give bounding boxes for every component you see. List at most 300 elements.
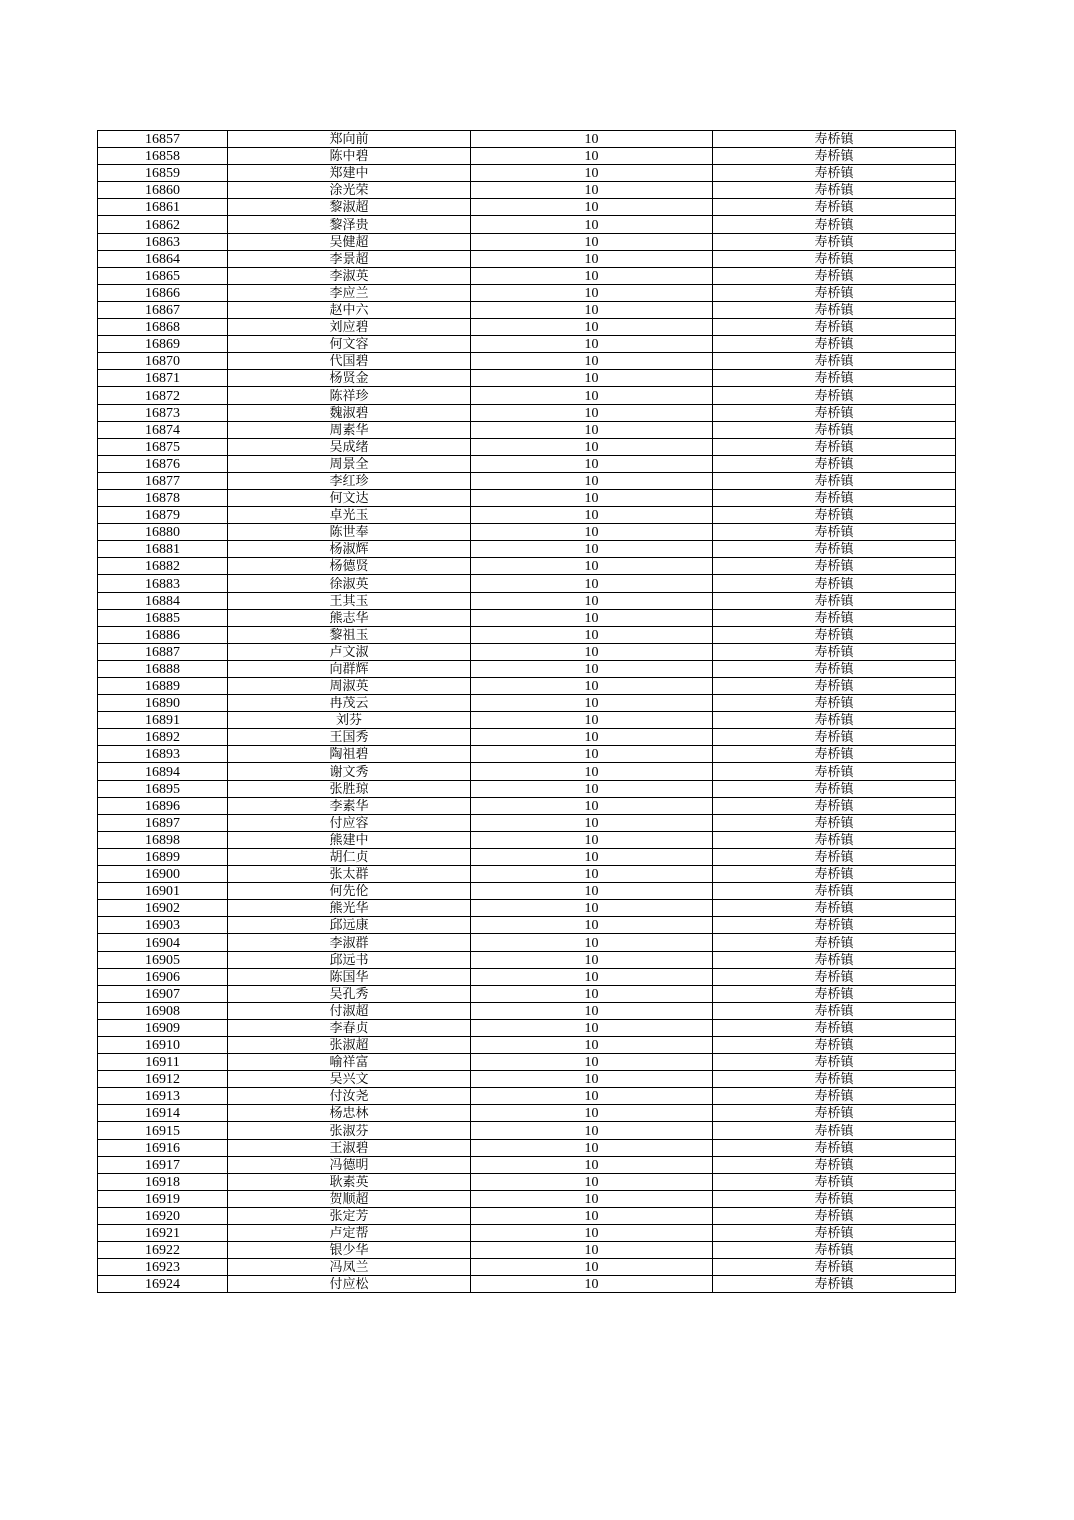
name-cell: 贺顺超 xyxy=(228,1190,471,1207)
name-cell: 郑建中 xyxy=(228,165,471,182)
name-cell: 熊志华 xyxy=(228,609,471,626)
town-cell: 寿桥镇 xyxy=(713,455,956,472)
town-cell: 寿桥镇 xyxy=(713,404,956,421)
name-cell: 黎祖玉 xyxy=(228,626,471,643)
table-row xyxy=(98,319,956,336)
amount-cell: 10 xyxy=(471,165,713,182)
amount-cell: 10 xyxy=(471,900,713,917)
name-cell: 代国碧 xyxy=(228,353,471,370)
name-cell: 冉茂云 xyxy=(228,695,471,712)
town-cell: 寿桥镇 xyxy=(713,917,956,934)
table-row xyxy=(98,592,956,609)
row-number-cell: 16923 xyxy=(98,1259,228,1276)
table-row xyxy=(98,404,956,421)
town-cell: 寿桥镇 xyxy=(713,1259,956,1276)
table-row xyxy=(98,1242,956,1259)
row-number-cell: 16870 xyxy=(98,353,228,370)
town-cell: 寿桥镇 xyxy=(713,558,956,575)
row-number-cell: 16912 xyxy=(98,1071,228,1088)
name-cell: 黎泽贵 xyxy=(228,216,471,233)
table-row xyxy=(98,336,956,353)
row-number-cell: 16881 xyxy=(98,541,228,558)
table-row xyxy=(98,1207,956,1224)
row-number-cell: 16876 xyxy=(98,455,228,472)
town-cell: 寿桥镇 xyxy=(713,951,956,968)
table-row xyxy=(98,131,956,148)
amount-cell: 10 xyxy=(471,199,713,216)
town-cell: 寿桥镇 xyxy=(713,814,956,831)
row-number-cell: 16903 xyxy=(98,917,228,934)
town-cell: 寿桥镇 xyxy=(713,301,956,318)
row-number-cell: 16909 xyxy=(98,1019,228,1036)
table-row xyxy=(98,233,956,250)
row-number-cell: 16864 xyxy=(98,250,228,267)
town-cell: 寿桥镇 xyxy=(713,507,956,524)
name-cell: 周素华 xyxy=(228,421,471,438)
table-row xyxy=(98,284,956,301)
amount-cell: 10 xyxy=(471,148,713,165)
amount-cell: 10 xyxy=(471,507,713,524)
table-row xyxy=(98,1173,956,1190)
name-cell: 银少华 xyxy=(228,1242,471,1259)
name-cell: 耿素英 xyxy=(228,1173,471,1190)
table-row xyxy=(98,866,956,883)
amount-cell: 10 xyxy=(471,729,713,746)
name-cell: 卢文淑 xyxy=(228,643,471,660)
amount-cell: 10 xyxy=(471,1173,713,1190)
table-row xyxy=(98,1002,956,1019)
name-cell: 周景全 xyxy=(228,455,471,472)
amount-cell: 10 xyxy=(471,131,713,148)
table-row xyxy=(98,695,956,712)
name-cell: 周淑英 xyxy=(228,678,471,695)
table-row xyxy=(98,575,956,592)
row-number-cell: 16890 xyxy=(98,695,228,712)
town-cell: 寿桥镇 xyxy=(713,233,956,250)
town-cell: 寿桥镇 xyxy=(713,421,956,438)
town-cell: 寿桥镇 xyxy=(713,472,956,489)
amount-cell: 10 xyxy=(471,780,713,797)
town-cell: 寿桥镇 xyxy=(713,985,956,1002)
name-cell: 邱远康 xyxy=(228,917,471,934)
name-cell: 陈世奉 xyxy=(228,524,471,541)
town-cell: 寿桥镇 xyxy=(713,148,956,165)
row-number-cell: 16888 xyxy=(98,660,228,677)
name-cell: 王其玉 xyxy=(228,592,471,609)
name-cell: 张胜琼 xyxy=(228,780,471,797)
row-number-cell: 16862 xyxy=(98,216,228,233)
table-row xyxy=(98,626,956,643)
table-row xyxy=(98,507,956,524)
town-cell: 寿桥镇 xyxy=(713,336,956,353)
town-cell: 寿桥镇 xyxy=(713,780,956,797)
amount-cell: 10 xyxy=(471,370,713,387)
table-row xyxy=(98,267,956,284)
amount-cell: 10 xyxy=(471,1190,713,1207)
name-cell: 李景超 xyxy=(228,250,471,267)
name-cell: 李春贞 xyxy=(228,1019,471,1036)
table-row xyxy=(98,883,956,900)
row-number-cell: 16904 xyxy=(98,934,228,951)
table-row xyxy=(98,814,956,831)
name-cell: 张太群 xyxy=(228,866,471,883)
row-number-cell: 16877 xyxy=(98,472,228,489)
row-number-cell: 16857 xyxy=(98,131,228,148)
town-cell: 寿桥镇 xyxy=(713,387,956,404)
row-number-cell: 16920 xyxy=(98,1207,228,1224)
town-cell: 寿桥镇 xyxy=(713,695,956,712)
town-cell: 寿桥镇 xyxy=(713,267,956,284)
town-cell: 寿桥镇 xyxy=(713,1019,956,1036)
name-cell: 郑向前 xyxy=(228,131,471,148)
data-table xyxy=(97,130,956,1293)
table-row xyxy=(98,1036,956,1053)
row-number-cell: 16861 xyxy=(98,199,228,216)
row-number-cell: 16900 xyxy=(98,866,228,883)
row-number-cell: 16915 xyxy=(98,1122,228,1139)
amount-cell: 10 xyxy=(471,934,713,951)
name-cell: 陈祥珍 xyxy=(228,387,471,404)
row-number-cell: 16913 xyxy=(98,1088,228,1105)
amount-cell: 10 xyxy=(471,1122,713,1139)
row-number-cell: 16868 xyxy=(98,319,228,336)
table-row xyxy=(98,148,956,165)
name-cell: 吴健超 xyxy=(228,233,471,250)
name-cell: 李素华 xyxy=(228,797,471,814)
row-number-cell: 16907 xyxy=(98,985,228,1002)
row-number-cell: 16910 xyxy=(98,1036,228,1053)
town-cell: 寿桥镇 xyxy=(713,182,956,199)
town-cell: 寿桥镇 xyxy=(713,831,956,848)
name-cell: 何文容 xyxy=(228,336,471,353)
name-cell: 吴孔秀 xyxy=(228,985,471,1002)
town-cell: 寿桥镇 xyxy=(713,541,956,558)
name-cell: 胡仁贞 xyxy=(228,848,471,865)
amount-cell: 10 xyxy=(471,797,713,814)
amount-cell: 10 xyxy=(471,233,713,250)
table-row xyxy=(98,541,956,558)
table-row xyxy=(98,678,956,695)
row-number-cell: 16914 xyxy=(98,1105,228,1122)
table-row xyxy=(98,387,956,404)
town-cell: 寿桥镇 xyxy=(713,370,956,387)
amount-cell: 10 xyxy=(471,284,713,301)
table-row xyxy=(98,165,956,182)
amount-cell: 10 xyxy=(471,301,713,318)
amount-cell: 10 xyxy=(471,1088,713,1105)
row-number-cell: 16918 xyxy=(98,1173,228,1190)
amount-cell: 10 xyxy=(471,1207,713,1224)
amount-cell: 10 xyxy=(471,643,713,660)
name-cell: 李淑英 xyxy=(228,267,471,284)
table-row xyxy=(98,609,956,626)
name-cell: 陶祖碧 xyxy=(228,746,471,763)
town-cell: 寿桥镇 xyxy=(713,1071,956,1088)
town-cell: 寿桥镇 xyxy=(713,968,956,985)
row-number-cell: 16908 xyxy=(98,1002,228,1019)
row-number-cell: 16901 xyxy=(98,883,228,900)
table-row xyxy=(98,900,956,917)
table-row xyxy=(98,1019,956,1036)
amount-cell: 10 xyxy=(471,404,713,421)
table-row xyxy=(98,968,956,985)
town-cell: 寿桥镇 xyxy=(713,763,956,780)
table-row xyxy=(98,182,956,199)
amount-cell: 10 xyxy=(471,814,713,831)
amount-cell: 10 xyxy=(471,1139,713,1156)
table-row xyxy=(98,1259,956,1276)
town-cell: 寿桥镇 xyxy=(713,643,956,660)
amount-cell: 10 xyxy=(471,524,713,541)
table-row xyxy=(98,780,956,797)
table-row xyxy=(98,848,956,865)
town-cell: 寿桥镇 xyxy=(713,1088,956,1105)
row-number-cell: 16859 xyxy=(98,165,228,182)
town-cell: 寿桥镇 xyxy=(713,1173,956,1190)
row-number-cell: 16867 xyxy=(98,301,228,318)
table-row xyxy=(98,712,956,729)
town-cell: 寿桥镇 xyxy=(713,746,956,763)
name-cell: 吴成绪 xyxy=(228,438,471,455)
amount-cell: 10 xyxy=(471,883,713,900)
amount-cell: 10 xyxy=(471,182,713,199)
amount-cell: 10 xyxy=(471,848,713,865)
row-number-cell: 16871 xyxy=(98,370,228,387)
town-cell: 寿桥镇 xyxy=(713,489,956,506)
table-row xyxy=(98,1276,956,1293)
table-row xyxy=(98,524,956,541)
town-cell: 寿桥镇 xyxy=(713,165,956,182)
name-cell: 李应兰 xyxy=(228,284,471,301)
row-number-cell: 16906 xyxy=(98,968,228,985)
name-cell: 付汝尧 xyxy=(228,1088,471,1105)
name-cell: 谢文秀 xyxy=(228,763,471,780)
row-number-cell: 16891 xyxy=(98,712,228,729)
amount-cell: 10 xyxy=(471,541,713,558)
amount-cell: 10 xyxy=(471,660,713,677)
row-number-cell: 16897 xyxy=(98,814,228,831)
row-number-cell: 16884 xyxy=(98,592,228,609)
table-row xyxy=(98,831,956,848)
name-cell: 熊建中 xyxy=(228,831,471,848)
row-number-cell: 16924 xyxy=(98,1276,228,1293)
amount-cell: 10 xyxy=(471,421,713,438)
amount-cell: 10 xyxy=(471,336,713,353)
row-number-cell: 16902 xyxy=(98,900,228,917)
town-cell: 寿桥镇 xyxy=(713,319,956,336)
town-cell: 寿桥镇 xyxy=(713,883,956,900)
table-row xyxy=(98,1225,956,1242)
table-row xyxy=(98,934,956,951)
name-cell: 张定芳 xyxy=(228,1207,471,1224)
amount-cell: 10 xyxy=(471,1259,713,1276)
name-cell: 涂光荣 xyxy=(228,182,471,199)
name-cell: 王国秀 xyxy=(228,729,471,746)
row-number-cell: 16873 xyxy=(98,404,228,421)
amount-cell: 10 xyxy=(471,1036,713,1053)
town-cell: 寿桥镇 xyxy=(713,1190,956,1207)
name-cell: 卓光玉 xyxy=(228,507,471,524)
amount-cell: 10 xyxy=(471,866,713,883)
row-number-cell: 16858 xyxy=(98,148,228,165)
amount-cell: 10 xyxy=(471,558,713,575)
name-cell: 喻祥富 xyxy=(228,1054,471,1071)
name-cell: 付应容 xyxy=(228,814,471,831)
table-row xyxy=(98,643,956,660)
row-number-cell: 16898 xyxy=(98,831,228,848)
row-number-cell: 16866 xyxy=(98,284,228,301)
amount-cell: 10 xyxy=(471,489,713,506)
table-row xyxy=(98,797,956,814)
name-cell: 张淑芬 xyxy=(228,1122,471,1139)
town-cell: 寿桥镇 xyxy=(713,1122,956,1139)
row-number-cell: 16872 xyxy=(98,387,228,404)
table-body xyxy=(98,131,956,1293)
amount-cell: 10 xyxy=(471,250,713,267)
town-cell: 寿桥镇 xyxy=(713,1139,956,1156)
amount-cell: 10 xyxy=(471,678,713,695)
town-cell: 寿桥镇 xyxy=(713,1054,956,1071)
row-number-cell: 16875 xyxy=(98,438,228,455)
name-cell: 李红珍 xyxy=(228,472,471,489)
row-number-cell: 16911 xyxy=(98,1054,228,1071)
town-cell: 寿桥镇 xyxy=(713,1242,956,1259)
table-row xyxy=(98,216,956,233)
amount-cell: 10 xyxy=(471,626,713,643)
amount-cell: 10 xyxy=(471,267,713,284)
town-cell: 寿桥镇 xyxy=(713,934,956,951)
name-cell: 刘应碧 xyxy=(228,319,471,336)
name-cell: 卢定帮 xyxy=(228,1225,471,1242)
name-cell: 王淑碧 xyxy=(228,1139,471,1156)
name-cell: 邱远书 xyxy=(228,951,471,968)
town-cell: 寿桥镇 xyxy=(713,866,956,883)
table-row xyxy=(98,370,956,387)
table-row xyxy=(98,985,956,1002)
table-row xyxy=(98,763,956,780)
table-row xyxy=(98,489,956,506)
amount-cell: 10 xyxy=(471,763,713,780)
name-cell: 李淑群 xyxy=(228,934,471,951)
town-cell: 寿桥镇 xyxy=(713,592,956,609)
town-cell: 寿桥镇 xyxy=(713,678,956,695)
name-cell: 陈中碧 xyxy=(228,148,471,165)
amount-cell: 10 xyxy=(471,968,713,985)
name-cell: 黎淑超 xyxy=(228,199,471,216)
town-cell: 寿桥镇 xyxy=(713,900,956,917)
town-cell: 寿桥镇 xyxy=(713,438,956,455)
amount-cell: 10 xyxy=(471,353,713,370)
name-cell: 徐淑英 xyxy=(228,575,471,592)
amount-cell: 10 xyxy=(471,319,713,336)
table-row xyxy=(98,746,956,763)
town-cell: 寿桥镇 xyxy=(713,131,956,148)
row-number-cell: 16874 xyxy=(98,421,228,438)
table-row xyxy=(98,199,956,216)
town-cell: 寿桥镇 xyxy=(713,1156,956,1173)
town-cell: 寿桥镇 xyxy=(713,1036,956,1053)
amount-cell: 10 xyxy=(471,592,713,609)
table-row xyxy=(98,353,956,370)
row-number-cell: 16879 xyxy=(98,507,228,524)
row-number-cell: 16886 xyxy=(98,626,228,643)
town-cell: 寿桥镇 xyxy=(713,729,956,746)
amount-cell: 10 xyxy=(471,985,713,1002)
town-cell: 寿桥镇 xyxy=(713,524,956,541)
table-row xyxy=(98,917,956,934)
amount-cell: 10 xyxy=(471,746,713,763)
table-row xyxy=(98,1105,956,1122)
row-number-cell: 16860 xyxy=(98,182,228,199)
town-cell: 寿桥镇 xyxy=(713,250,956,267)
row-number-cell: 16893 xyxy=(98,746,228,763)
table-row xyxy=(98,1054,956,1071)
row-number-cell: 16905 xyxy=(98,951,228,968)
amount-cell: 10 xyxy=(471,1019,713,1036)
town-cell: 寿桥镇 xyxy=(713,1207,956,1224)
table-row xyxy=(98,660,956,677)
table-row xyxy=(98,1071,956,1088)
name-cell: 付应松 xyxy=(228,1276,471,1293)
town-cell: 寿桥镇 xyxy=(713,797,956,814)
name-cell: 冯凤兰 xyxy=(228,1259,471,1276)
name-cell: 付淑超 xyxy=(228,1002,471,1019)
town-cell: 寿桥镇 xyxy=(713,575,956,592)
name-cell: 赵中六 xyxy=(228,301,471,318)
row-number-cell: 16878 xyxy=(98,489,228,506)
town-cell: 寿桥镇 xyxy=(713,1225,956,1242)
row-number-cell: 16921 xyxy=(98,1225,228,1242)
table-row xyxy=(98,951,956,968)
name-cell: 张淑超 xyxy=(228,1036,471,1053)
amount-cell: 10 xyxy=(471,1054,713,1071)
town-cell: 寿桥镇 xyxy=(713,626,956,643)
table-row xyxy=(98,1122,956,1139)
row-number-cell: 16892 xyxy=(98,729,228,746)
name-cell: 杨淑辉 xyxy=(228,541,471,558)
amount-cell: 10 xyxy=(471,1242,713,1259)
town-cell: 寿桥镇 xyxy=(713,216,956,233)
table-row xyxy=(98,1088,956,1105)
town-cell: 寿桥镇 xyxy=(713,1002,956,1019)
name-cell: 杨忠林 xyxy=(228,1105,471,1122)
table-row xyxy=(98,438,956,455)
row-number-cell: 16883 xyxy=(98,575,228,592)
town-cell: 寿桥镇 xyxy=(713,284,956,301)
name-cell: 熊光华 xyxy=(228,900,471,917)
town-cell: 寿桥镇 xyxy=(713,660,956,677)
amount-cell: 10 xyxy=(471,1156,713,1173)
table-row xyxy=(98,455,956,472)
amount-cell: 10 xyxy=(471,575,713,592)
town-cell: 寿桥镇 xyxy=(713,609,956,626)
row-number-cell: 16896 xyxy=(98,797,228,814)
table-row xyxy=(98,472,956,489)
name-cell: 魏淑碧 xyxy=(228,404,471,421)
amount-cell: 10 xyxy=(471,438,713,455)
town-cell: 寿桥镇 xyxy=(713,353,956,370)
amount-cell: 10 xyxy=(471,917,713,934)
amount-cell: 10 xyxy=(471,1071,713,1088)
amount-cell: 10 xyxy=(471,1002,713,1019)
row-number-cell: 16919 xyxy=(98,1190,228,1207)
name-cell: 杨贤金 xyxy=(228,370,471,387)
amount-cell: 10 xyxy=(471,472,713,489)
table-row xyxy=(98,729,956,746)
amount-cell: 10 xyxy=(471,695,713,712)
name-cell: 向群辉 xyxy=(228,660,471,677)
amount-cell: 10 xyxy=(471,1276,713,1293)
